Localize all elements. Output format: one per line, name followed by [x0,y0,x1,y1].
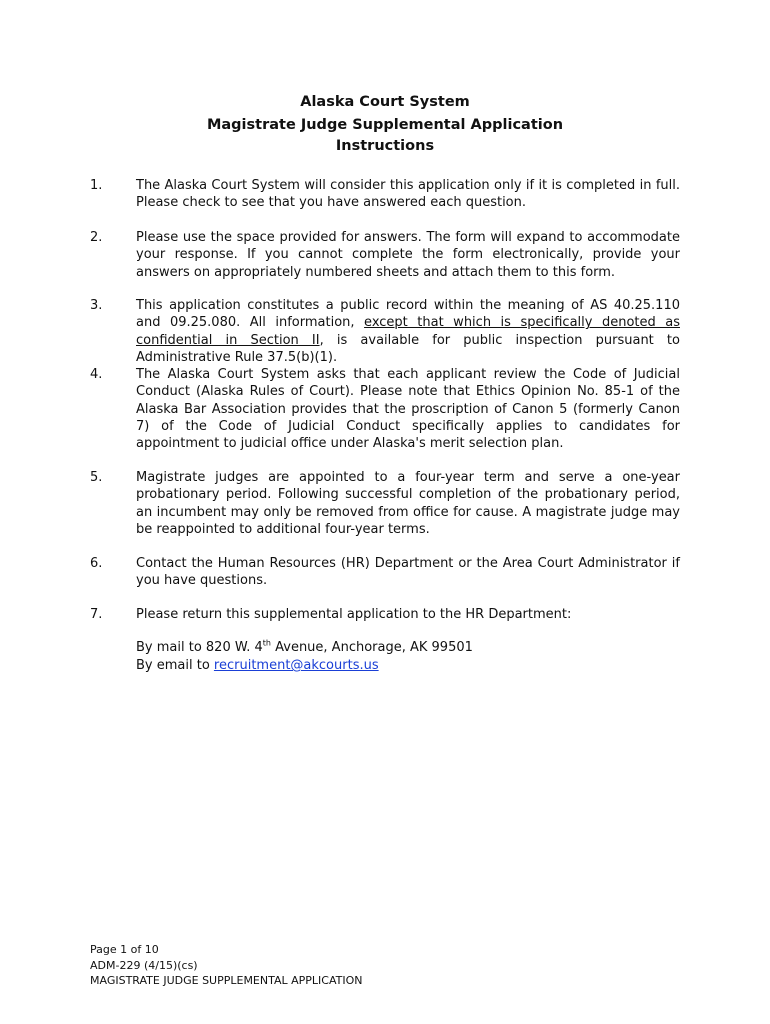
email-prefix: By email to [136,658,214,673]
confidential-note: except that which is specifically denoted as confidential in Section II [136,315,680,348]
item-text-part: This application constitutes a public record within the meaning of AS 40.25.110 and 09.25.080. All information, [136,298,680,331]
item-text: Please use the space provided for answers. The form will expand to accommodate your response. If you cannot complete the form electronically, provide your answers on appropriately numbered sheets and attach them to this form. [136,230,680,280]
form-title: Magistrate Judge Supplemental Application [206,117,564,133]
item-text [136,297,680,366]
form-name: MAGISTRATE JUDGE SUPPLEMENTAL APPLICATION [90,974,363,987]
item-text-part: , is available for public inspection pursuant to Administrative Rule 37.5(b)(1). [136,332,680,365]
instruction-item-7 [90,606,690,623]
mail-prefix: By mail to 820 W. 4 [136,640,263,655]
item-text: Contact the Human Resources (HR) Department or the Area Court Administrator if you have questions. [136,556,680,589]
page-footer [90,942,363,989]
instruction-item-2 [90,229,690,281]
item-number: 6. [90,556,103,571]
section-title: Instructions [335,138,435,154]
instruction-item-6 [90,555,690,590]
form-id: ADM-229 (4/15)(cs) [90,958,198,972]
mail-line [136,639,473,657]
item-number: 1. [90,178,103,193]
document-header [0,92,770,157]
item-text: The Alaska Court System will consider this application only if it is completed in full. Please check to see that you have answered each question. [136,178,680,211]
item-number: 4. [90,367,103,382]
instruction-item-5 [90,469,690,538]
item-text: The Alaska Court System asks that each applicant review the Code of Judicial Conduct (Alaska Rules of Court). Please note that Ethics Opinion No. 85-1 of the Alaska Bar Association provides that the proscription of Canon 5 (formerly Canon 7) of the Code of Judicial Conduct specifically applies to candidates for appointment to judicial office under Alaska's merit selection plan. [136,367,680,452]
item-text: Magistrate judges are appointed to a four-year term and serve a one-year probationary period. Following successful completion of the probationary period, an incumbent may only be removed from office for cause. A magistrate judge may be reappointed to additional four-year terms. [136,470,680,537]
return-address [136,639,473,675]
instruction-item-4 [90,366,690,452]
instruction-item-3 [90,297,690,366]
page-number: Page 1 of 10 [90,943,159,956]
item-text: Please return this supplemental application to the HR Department: [136,607,572,622]
instruction-item-1 [90,177,690,212]
mail-suffix: Avenue, Anchorage, AK 99501 [270,640,473,655]
ordinal-suffix: th [262,638,271,648]
email-link[interactable]: recruitment@akcourts.us [213,658,379,673]
org-title: Alaska Court System [300,94,470,110]
item-number: 3. [90,298,103,313]
item-number: 5. [90,470,103,485]
email-line [136,657,473,675]
item-number: 7. [90,607,103,622]
item-number: 2. [90,230,103,245]
